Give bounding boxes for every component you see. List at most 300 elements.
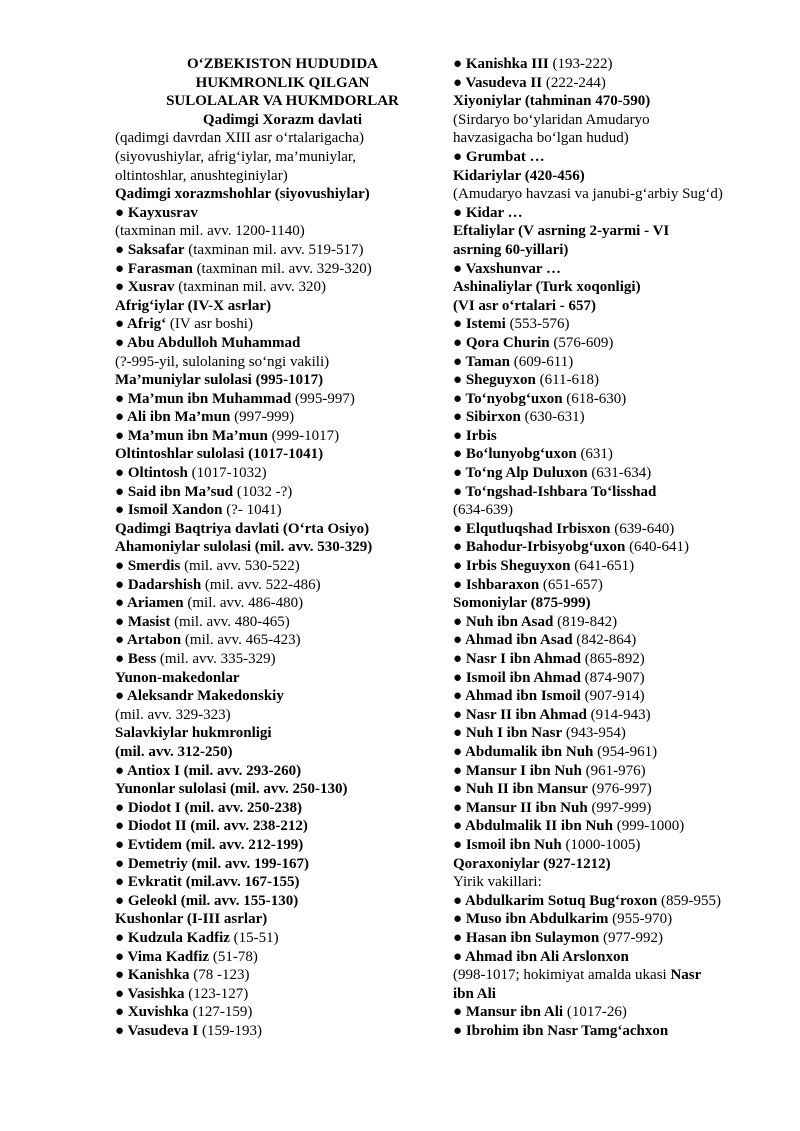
bullet-icon: ● xyxy=(115,688,127,705)
ruler-entry xyxy=(115,948,450,967)
ruler-name: Vasishka xyxy=(127,985,185,1002)
bullet-icon: ● xyxy=(453,762,466,779)
ruler-name: Kanishka xyxy=(127,967,190,984)
ruler-dates: (955-970) xyxy=(608,911,673,928)
ruler-entry xyxy=(453,724,783,743)
ruler-entry xyxy=(453,780,783,799)
section-heading: ibn Ali xyxy=(453,985,496,1002)
section-heading: Somoniylar (875-999) xyxy=(453,595,591,612)
ruler-name: Smerdis xyxy=(127,558,181,575)
section-heading: Kushonlar (I-III asrlar) xyxy=(115,911,268,928)
bullet-icon: ● xyxy=(453,483,466,500)
bullet-icon: ● xyxy=(453,911,466,928)
bullet-icon: ● xyxy=(115,967,128,984)
ruler-entry xyxy=(453,631,783,650)
ruler-dates: (IV asr boshi) xyxy=(166,316,253,333)
ruler-entry xyxy=(453,687,783,706)
ruler-dates: (865-892) xyxy=(581,651,645,667)
ruler-name: Xusrav xyxy=(127,279,175,296)
ruler-entry xyxy=(115,985,450,1004)
bullet-icon: ● xyxy=(115,316,127,333)
ruler-name: Nuh I ibn Nasr xyxy=(465,725,563,742)
section-heading: Xiyoniylar (tahminan 470-590) xyxy=(453,93,651,110)
ruler-entry xyxy=(115,427,450,446)
ruler-dates: (mil. avv. 335-329) xyxy=(156,651,276,667)
ruler-entry xyxy=(453,390,783,409)
bullet-icon: ● xyxy=(115,799,128,816)
ruler-name: Diodot I (mil. avv. 250-238) xyxy=(127,799,302,816)
bullet-icon: ● xyxy=(453,409,466,426)
ruler-entry xyxy=(453,557,783,576)
ruler-dates: (618-630) xyxy=(562,390,627,407)
bullet-icon: ● xyxy=(453,613,466,630)
ruler-entry xyxy=(115,408,450,427)
ruler-name: Antiox I (mil. avv. 293-260) xyxy=(126,762,302,779)
ruler-name: To‘ngshad-Ishbara To‘lisshad xyxy=(465,483,657,500)
ruler-dates: (997-999) xyxy=(230,409,295,426)
ruler-entry xyxy=(453,743,783,762)
ruler-entry xyxy=(115,241,450,260)
ruler-entry xyxy=(453,148,783,167)
bullet-icon: ● xyxy=(453,539,466,556)
section-heading: Salavkiylar hukmronligi xyxy=(115,725,272,742)
ruler-dates: (15-51) xyxy=(229,929,279,946)
section-heading: Eftaliylar (V asrning 2-yarmi - VI xyxy=(453,223,670,240)
bullet-icon: ● xyxy=(453,1004,466,1021)
ruler-dates: (576-609) xyxy=(549,334,614,351)
ruler-entry xyxy=(453,1003,783,1022)
note-text: oltintoshlar, anushteginiylar) xyxy=(115,167,288,184)
ruler-name: Sibirxon xyxy=(465,409,521,426)
ruler-entry xyxy=(453,483,783,502)
ruler-name: Kidar … xyxy=(465,204,523,221)
bullet-icon: ● xyxy=(453,651,466,667)
ruler-name: Farasman xyxy=(127,260,193,277)
ruler-dates: (mil. avv. 480-465) xyxy=(170,613,290,630)
ruler-name: Ismoil Xandon xyxy=(127,502,223,519)
ruler-dates: (mil. avv. 530-522) xyxy=(180,558,300,575)
bullet-icon: ● xyxy=(453,148,466,165)
ruler-name: Ahmad ibn Ismoil xyxy=(464,688,581,705)
bullet-icon: ● xyxy=(115,855,128,872)
ruler-name: To‘ng Alp Duluxon xyxy=(465,465,588,482)
section-heading: Ashinaliylar (Turk xoqonligi) xyxy=(453,279,641,296)
bullet-icon: ● xyxy=(453,316,466,333)
ruler-entry xyxy=(453,204,783,223)
bullet-icon: ● xyxy=(453,688,465,705)
ruler-dates: (611-618) xyxy=(535,372,600,389)
bullet-icon: ● xyxy=(115,502,128,519)
ruler-entry xyxy=(115,1022,450,1041)
ruler-dates: (639-640) xyxy=(610,520,675,537)
ruler-dates: (914-943) xyxy=(586,706,651,723)
ruler-dates: (999-1000) xyxy=(612,818,685,835)
ruler-entry xyxy=(115,873,450,892)
bullet-icon: ● xyxy=(115,465,128,482)
note-text: (Amudaryo havzasi va janubi-g‘arbiy Sug‘d) xyxy=(453,186,723,203)
bullet-icon: ● xyxy=(115,483,128,500)
ruler-dates: (954-961) xyxy=(593,743,658,760)
section-heading: Qadimgi Baqtriya davlati (O‘rta Osiyo) xyxy=(115,520,370,537)
bullet-icon: ● xyxy=(453,334,466,351)
ruler-entry xyxy=(453,427,783,446)
ruler-name: Abdumalik ibn Nuh xyxy=(464,743,594,760)
ruler-name: Ismoil ibn Ahmad xyxy=(465,669,581,686)
ruler-dates: (976-997) xyxy=(587,781,652,798)
bullet-icon: ● xyxy=(115,390,128,407)
note-text: (mil. avv. 329-323) xyxy=(115,706,231,723)
ruler-entry xyxy=(453,1022,783,1041)
section-heading: Ma’muniylar sulolasi (995-1017) xyxy=(115,372,324,389)
bullet-icon: ● xyxy=(453,576,466,593)
bullet-icon: ● xyxy=(115,260,128,277)
ruler-entry xyxy=(115,390,450,409)
ruler-dates: (943-954) xyxy=(562,725,626,742)
ruler-dates: (127-159) xyxy=(188,1004,253,1021)
note-text: (?-995-yil, sulolaning so‘ngi vakili) xyxy=(115,353,330,370)
ruler-name: Sheguyxon xyxy=(465,372,536,389)
ruler-entry xyxy=(115,966,450,985)
note-text: (998-1017; hokimiyat amalda ukasi Nasr xyxy=(453,967,702,984)
ruler-name: Dadarshish xyxy=(127,576,202,593)
bullet-icon: ● xyxy=(115,1022,128,1039)
ruler-entry xyxy=(115,204,450,223)
section-heading: asrning 60-yillari) xyxy=(453,241,569,258)
ruler-name: Nasr I ibn Ahmad xyxy=(465,651,581,667)
ruler-entry xyxy=(115,836,450,855)
ruler-name: Xuvishka xyxy=(127,1004,189,1021)
section-heading: (VI asr o‘rtalari - 657) xyxy=(453,297,597,314)
ruler-entry xyxy=(115,483,450,502)
note-text: (taxminan mil. avv. 1200-1140) xyxy=(115,223,305,240)
bullet-icon: ● xyxy=(453,390,466,407)
ruler-dates: (997-999) xyxy=(587,799,652,816)
ruler-entry xyxy=(115,799,450,818)
bullet-icon: ● xyxy=(453,204,466,221)
right-column xyxy=(453,55,783,1040)
ruler-dates: (999-1017) xyxy=(267,427,340,444)
ruler-entry xyxy=(115,260,450,279)
bullet-icon: ● xyxy=(453,74,466,91)
ruler-entry xyxy=(115,278,450,297)
left-column xyxy=(115,55,450,1040)
ruler-name: Vasudeva I xyxy=(127,1022,199,1039)
bullet-icon: ● xyxy=(115,632,127,649)
bullet-icon: ● xyxy=(453,372,466,389)
ruler-name: Mansur II ibn Nuh xyxy=(465,799,588,816)
ruler-name: Diodot II (mil. avv. 238-212) xyxy=(127,818,308,835)
ruler-dates: (123-127) xyxy=(184,985,249,1002)
ruler-name: Oltintosh xyxy=(127,465,188,482)
bullet-icon: ● xyxy=(453,520,466,537)
bullet-icon: ● xyxy=(453,799,466,816)
ruler-dates: (mil. avv. 486-480) xyxy=(183,595,304,612)
ruler-entry xyxy=(115,576,450,595)
section-heading: Oltintoshlar sulolasi (1017-1041) xyxy=(115,446,324,463)
bullet-icon: ● xyxy=(453,558,466,575)
note-text: (qadimgi davrdan XIII asr o‘rtalarigacha) xyxy=(115,130,365,147)
ruler-dates: (mil. avv. 465-423) xyxy=(181,632,301,649)
ruler-name: Vasudeva II xyxy=(465,74,543,91)
ruler-dates: (taxminan mil. avv. 519-517) xyxy=(184,241,364,258)
ruler-dates: (907-914) xyxy=(580,688,645,705)
bullet-icon: ● xyxy=(115,1004,128,1021)
bullet-icon: ● xyxy=(453,929,466,946)
ruler-entry xyxy=(453,371,783,390)
bullet-icon: ● xyxy=(453,1022,466,1039)
ruler-entry xyxy=(453,892,783,911)
note-text: Yirik vakillari: xyxy=(453,874,542,891)
ruler-dates: (651-657) xyxy=(539,576,603,593)
section-heading: Yunonlar sulolasi (mil. avv. 250-130) xyxy=(115,781,348,798)
ruler-name: Muso ibn Abdulkarim xyxy=(465,911,609,928)
title-line: O‘ZBEKISTON HUDUDIDA xyxy=(186,56,378,72)
ruler-name: Irbis Sheguyxon xyxy=(465,558,571,575)
ruler-dates: (mil. avv. 522-486) xyxy=(201,576,321,593)
ruler-dates: (631-634) xyxy=(587,465,652,482)
ruler-name: Saksafar xyxy=(127,241,185,258)
ruler-dates: (961-976) xyxy=(581,762,646,779)
ruler-name: Demetriy (mil. avv. 199-167) xyxy=(127,855,310,872)
ruler-name: Ma’mun ibn Muhammad xyxy=(127,390,292,407)
bullet-icon: ● xyxy=(453,836,466,853)
ruler-name: Ma’mun ibn Ma’mun xyxy=(127,427,268,444)
ruler-name: Ahmad ibn Ali Arslonxon xyxy=(464,948,629,965)
ruler-name: Elqutluqshad Irbisxon xyxy=(465,520,611,537)
ruler-entry xyxy=(115,687,450,706)
bullet-icon: ● xyxy=(453,669,466,686)
ruler-dates: (859-955) xyxy=(657,892,722,909)
ruler-dates: (631) xyxy=(576,446,613,463)
ruler-dates: (51-78) xyxy=(209,948,258,965)
ruler-dates: (78 -123) xyxy=(189,967,250,984)
bullet-icon: ● xyxy=(115,613,128,630)
ruler-entry xyxy=(115,315,450,334)
ruler-dates: (874-907) xyxy=(580,669,645,686)
section-heading: (mil. avv. 312-250) xyxy=(115,743,233,760)
ruler-name: Ahmad ibn Asad xyxy=(464,632,573,649)
bullet-icon: ● xyxy=(115,576,128,593)
bullet-icon: ● xyxy=(453,465,466,482)
ruler-entry xyxy=(115,594,450,613)
ruler-entry xyxy=(453,315,783,334)
ruler-name: Ali ibn Ma’mun xyxy=(126,409,231,426)
ruler-name: Said ibn Ma’sud xyxy=(127,483,234,500)
ruler-entry xyxy=(453,948,783,967)
ruler-entry xyxy=(115,1003,450,1022)
ruler-name: Evkratit (mil.avv. 167-155) xyxy=(127,874,300,891)
ruler-name: Abdulmalik II ibn Nuh xyxy=(464,818,613,835)
bullet-icon: ● xyxy=(453,632,465,649)
ruler-name: Ismoil ibn Nuh xyxy=(465,836,562,853)
ruler-name: Bahodur-Irbisyobg‘uxon xyxy=(465,539,626,556)
section-heading: Kidariylar (420-456) xyxy=(453,167,585,184)
ruler-entry xyxy=(453,706,783,725)
ruler-entry xyxy=(115,464,450,483)
ruler-entry xyxy=(115,501,450,520)
section-heading: Ahamoniylar sulolasi (mil. avv. 530-329) xyxy=(115,539,373,556)
bullet-icon: ● xyxy=(115,409,127,426)
note-text: havzasigacha bo‘lgan hudud) xyxy=(453,130,629,147)
bullet-icon: ● xyxy=(115,818,128,835)
ruler-dates: (taxminan mil. avv. 329-320) xyxy=(192,260,372,277)
ruler-name: Istemi xyxy=(465,316,506,333)
bullet-icon: ● xyxy=(115,892,128,909)
title-line: Qadimgi Xorazm davlati xyxy=(202,111,363,128)
ruler-entry xyxy=(453,408,783,427)
ruler-name: Mansur I ibn Nuh xyxy=(465,762,582,779)
ruler-name: Vaxshunvar … xyxy=(465,260,562,277)
ruler-entry xyxy=(453,520,783,539)
ruler-entry xyxy=(453,74,783,93)
ruler-entry xyxy=(115,613,450,632)
bullet-icon: ● xyxy=(115,836,128,853)
bullet-icon: ● xyxy=(453,353,466,370)
ruler-name: Mansur ibn Ali xyxy=(465,1004,564,1021)
ruler-entry xyxy=(115,334,450,353)
ruler-name: Geleokl (mil. avv. 155-130) xyxy=(127,892,299,909)
ruler-entry xyxy=(453,929,783,948)
ruler-entry xyxy=(115,631,450,650)
ruler-entry xyxy=(453,817,783,836)
bullet-icon: ● xyxy=(115,334,127,351)
ruler-name: Ariamen xyxy=(126,595,184,612)
ruler-dates: (842-864) xyxy=(572,632,637,649)
ruler-name: Taman xyxy=(465,353,511,370)
ruler-dates: (977-992) xyxy=(599,929,663,946)
ruler-name: Kayxusrav xyxy=(127,204,198,221)
ruler-name: To‘nyobg‘uxon xyxy=(465,390,563,407)
ruler-dates: (193-222) xyxy=(548,56,613,72)
section-heading: Yunon-makedonlar xyxy=(115,669,240,686)
bullet-icon: ● xyxy=(115,762,127,779)
bullet-icon: ● xyxy=(453,446,466,463)
bullet-icon: ● xyxy=(115,651,128,667)
ruler-name: Evtidem (mil. avv. 212-199) xyxy=(127,836,304,853)
ruler-entry xyxy=(115,762,450,781)
ruler-dates: (641-651) xyxy=(570,558,635,575)
ruler-entry xyxy=(453,260,783,279)
ruler-entry xyxy=(453,576,783,595)
ruler-entry xyxy=(115,817,450,836)
ruler-entry xyxy=(115,892,450,911)
ruler-dates: (609-611) xyxy=(510,353,574,370)
bullet-icon: ● xyxy=(115,874,128,891)
bullet-icon: ● xyxy=(453,892,465,909)
ruler-dates: (1000-1005) xyxy=(561,836,641,853)
bullet-icon: ● xyxy=(453,706,466,723)
bullet-icon: ● xyxy=(453,56,466,72)
note-text: (siyovushiylar, afrig‘iylar, ma’muniylar, xyxy=(115,148,357,165)
bullet-icon: ● xyxy=(453,725,466,742)
ruler-name: Hasan ibn Sulaymon xyxy=(465,929,600,946)
ruler-entry xyxy=(453,762,783,781)
ruler-name: Abu Abdulloh Muhammad xyxy=(126,334,301,351)
ruler-name: Masist xyxy=(127,613,171,630)
ruler-entry xyxy=(453,669,783,688)
ruler-dates: (819-842) xyxy=(553,613,618,630)
ruler-dates: (?- 1041) xyxy=(222,502,282,519)
ruler-name: Afrig‘ xyxy=(126,316,167,333)
bullet-icon: ● xyxy=(115,558,128,575)
ruler-dates: (1032 -?) xyxy=(233,483,293,500)
ruler-dates: (640-641) xyxy=(625,539,690,556)
ruler-name: Artabon xyxy=(126,632,182,649)
ruler-dates: (1017-1032) xyxy=(187,465,267,482)
ruler-dates: (1017-26) xyxy=(563,1004,627,1021)
ruler-dates: (553-576) xyxy=(505,316,570,333)
ruler-name: Qora Churin xyxy=(465,334,550,351)
bullet-icon: ● xyxy=(115,948,128,965)
bullet-icon: ● xyxy=(115,241,128,258)
bullet-icon: ● xyxy=(115,204,128,221)
bullet-icon: ● xyxy=(115,929,128,946)
ruler-name: Ishbaraxon xyxy=(465,576,540,593)
ruler-entry xyxy=(453,334,783,353)
ruler-name: Vima Kadfiz xyxy=(127,948,210,965)
ruler-entry xyxy=(115,650,450,669)
ruler-name: Irbis xyxy=(465,427,497,444)
ruler-dates: (630-631) xyxy=(520,409,585,426)
ruler-entry xyxy=(453,538,783,557)
ruler-dates: (159-193) xyxy=(198,1022,263,1039)
section-heading: Qadimgi xorazmshohlar (siyovushiylar) xyxy=(115,186,370,203)
ruler-name: Kanishka III xyxy=(465,56,549,72)
ruler-name: Abdulkarim Sotuq Bug‘roxon xyxy=(464,892,658,909)
ruler-name: Nasr II ibn Ahmad xyxy=(465,706,587,723)
ruler-entry xyxy=(453,613,783,632)
bullet-icon: ● xyxy=(115,595,127,612)
bullet-icon: ● xyxy=(115,279,128,296)
ruler-entry xyxy=(115,557,450,576)
ruler-entry xyxy=(453,836,783,855)
ruler-entry xyxy=(115,929,450,948)
bullet-icon: ● xyxy=(115,427,128,444)
ruler-entry xyxy=(115,855,450,874)
ruler-entry xyxy=(453,55,783,74)
ruler-name: Aleksandr Makedonskiy xyxy=(126,688,284,705)
note-text: (634-639) xyxy=(453,502,513,519)
bullet-icon: ● xyxy=(115,985,128,1002)
ruler-name: Grumbat … xyxy=(465,148,545,165)
ruler-entry xyxy=(453,799,783,818)
title-line: SULOLALAR VA HUKMDORLAR xyxy=(166,93,399,110)
ruler-dates: (995-997) xyxy=(291,390,355,407)
section-heading: Afrig‘iylar (IV-X asrlar) xyxy=(115,297,272,314)
ruler-name: Bo‘lunyobg‘uxon xyxy=(465,446,577,463)
bullet-icon: ● xyxy=(453,781,466,798)
bullet-icon: ● xyxy=(453,743,465,760)
ruler-name: Nuh II ibn Mansur xyxy=(465,781,588,798)
note-text: (Sirdaryo bo‘ylaridan Amudaryo xyxy=(453,111,650,128)
ruler-entry xyxy=(453,353,783,372)
ruler-entry xyxy=(453,464,783,483)
section-heading: Qoraxoniylar (927-1212) xyxy=(453,855,611,872)
ruler-entry xyxy=(453,910,783,929)
ruler-name: Nuh ibn Asad xyxy=(465,613,554,630)
bullet-icon: ● xyxy=(453,948,465,965)
bullet-icon: ● xyxy=(453,427,466,444)
ruler-name-inline: Nasr xyxy=(670,967,702,984)
ruler-name: Bess xyxy=(127,651,157,667)
bullet-icon: ● xyxy=(453,818,465,835)
bullet-icon: ● xyxy=(453,260,466,277)
ruler-dates: (222-244) xyxy=(542,74,606,91)
ruler-name: Kudzula Kadfiz xyxy=(127,929,230,946)
ruler-entry xyxy=(453,445,783,464)
ruler-entry xyxy=(453,650,783,669)
title-line: HUKMRONLIK QILGAN xyxy=(195,74,370,91)
